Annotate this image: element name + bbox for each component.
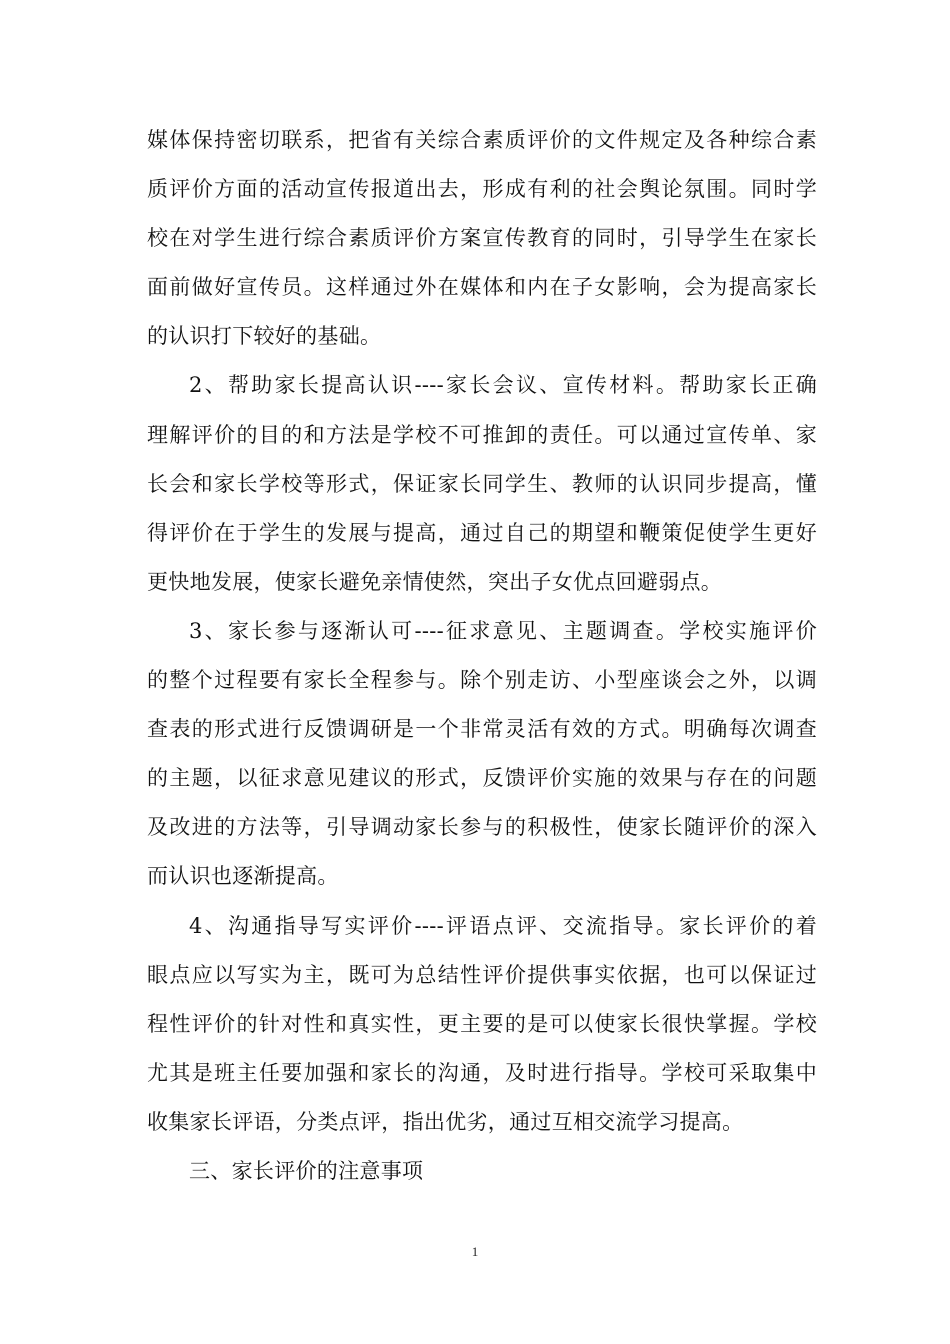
text-line: 而认识也逐渐提高。 <box>147 864 339 889</box>
text-line: 面前做好宣传员。这样通过外在媒体和内在子女影响，会为提高家长 <box>147 275 817 300</box>
text-line: 的整个过程要有家长全程参与。除个别走访、小型座谈会之外，以调 <box>147 668 817 693</box>
section-heading: 三、家长评价的注意事项 <box>189 1158 424 1183</box>
text-line: 媒体保持密切联系，把省有关综合素质评价的文件规定及各种综合素 <box>147 128 817 152</box>
text-line: 的主题，以征求意见建议的形式，反馈评价实施的效果与存在的问题 <box>147 766 817 791</box>
text-line: 校在对学生进行综合素质评价方案宣传教育的同时，引导学生在家长 <box>147 226 817 251</box>
page-number: 1 <box>471 1244 479 1259</box>
text-line: 质评价方面的活动宣传报道出去，形成有利的社会舆论氛围。同时学 <box>147 177 817 202</box>
text-line: 程性评价的针对性和真实性，更主要的是可以使家长很快掌握。学校 <box>147 1011 817 1036</box>
text-line: 理解评价的目的和方法是学校不可推卸的责任。可以通过宣传单、家 <box>147 422 817 447</box>
text-line: 查表的形式进行反馈调研是一个非常灵活有效的方式。明确每次调查 <box>147 717 817 742</box>
text-line: 得评价在于学生的发展与提高，通过自己的期望和鞭策促使学生更好 <box>147 520 817 545</box>
text-line: 眼点应以写实为主，既可为总结性评价提供事实依据，也可以保证过 <box>147 962 817 987</box>
text-line: 长会和家长学校等形式，保证家长同学生、教师的认识同步提高，懂 <box>147 471 817 496</box>
text-line: 收集家长评语，分类点评，指出优劣，通过互相交流学习提高。 <box>147 1109 744 1134</box>
text-line: 3、家长参与逐渐认可----征求意见、主题调查。学校实施评价 <box>189 618 817 643</box>
text-line: 及改进的方法等，引导调动家长参与的积极性，使家长随评价的深入 <box>147 815 817 840</box>
text-line: 尤其是班主任要加强和家长的沟通，及时进行指导。学校可采取集中 <box>147 1060 817 1085</box>
text-line: 的认识打下较好的基础。 <box>147 324 382 349</box>
text-line: 4、沟通指导写实评价----评语点评、交流指导。家长评价的着 <box>189 913 817 938</box>
body-text <box>147 116 817 1196</box>
text-line: 更快地发展，使家长避免亲情使然，突出子女优点回避弱点。 <box>147 569 723 594</box>
text-line: 2、帮助家长提高认识----家长会议、宣传材料。帮助家长正确 <box>189 373 817 398</box>
